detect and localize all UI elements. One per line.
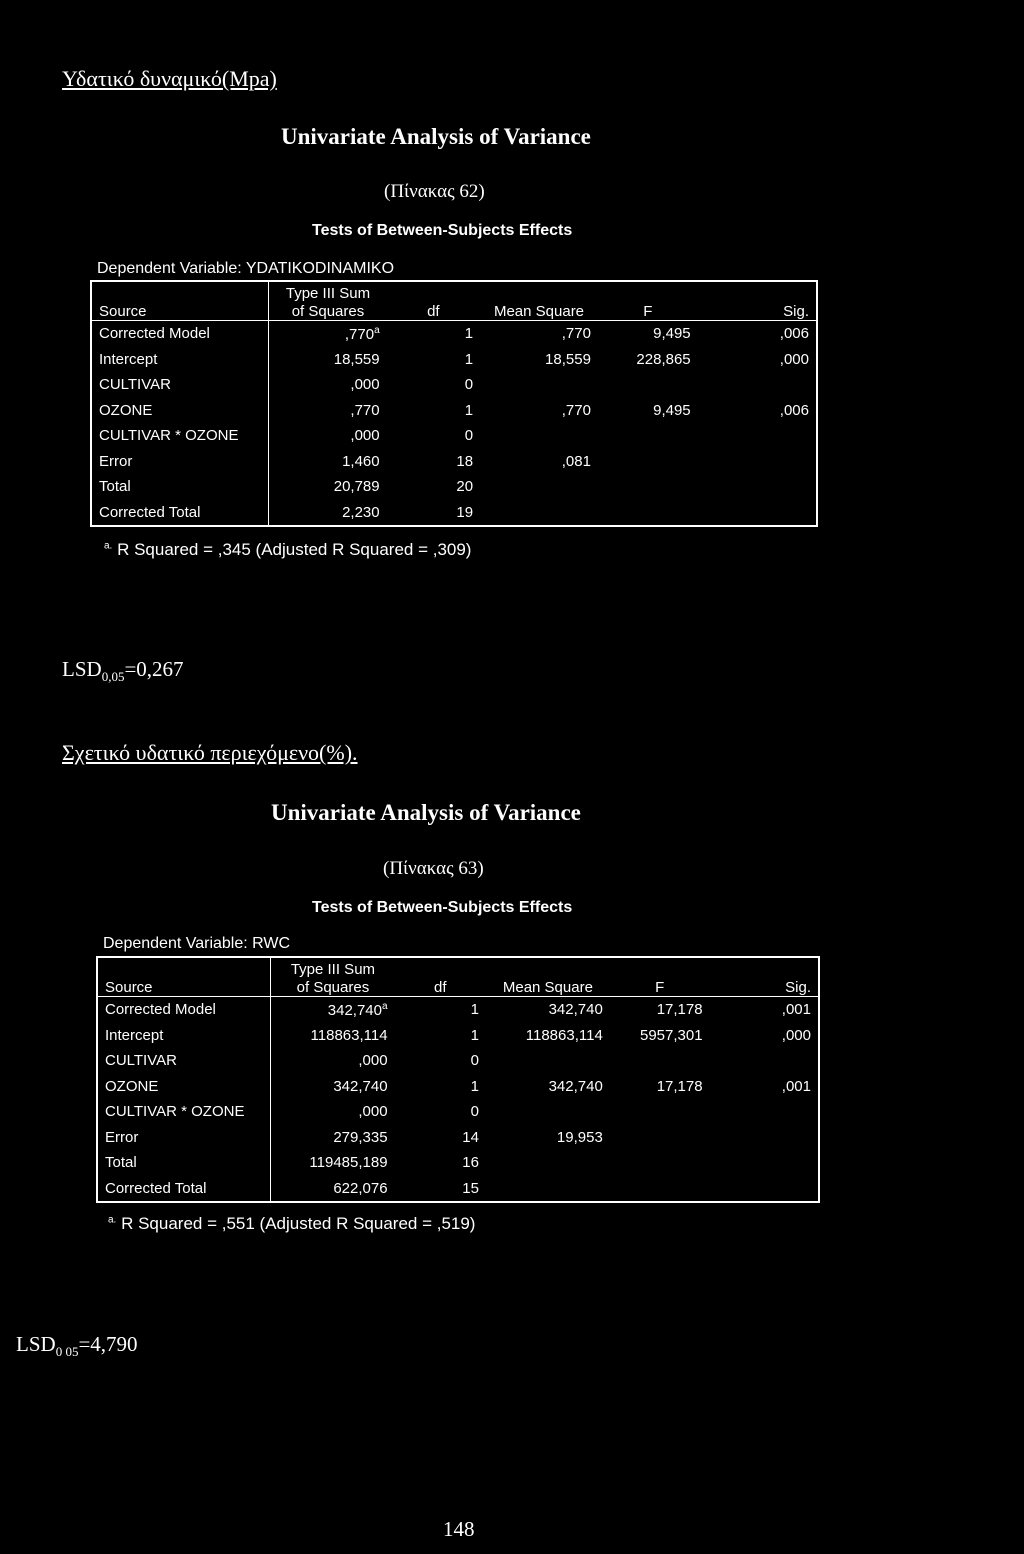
row-source: CULTIVAR * OZONE: [97, 1099, 271, 1125]
row-mean-square: 19,953: [556, 1128, 603, 1146]
table-caption: Tests of Between-Subjects Effects: [312, 222, 573, 239]
row-f: 228,865: [636, 350, 691, 368]
table-row: [91, 398, 817, 424]
table-row: [97, 1099, 819, 1125]
header-ss-line2: of Squares: [271, 978, 395, 997]
section-heading: Υδατικό δυναμικό(Mpa): [62, 66, 277, 91]
row-mean-square: ,081: [561, 452, 591, 470]
row-source: Intercept: [91, 347, 269, 373]
row-sum-of-squares: [271, 997, 395, 1023]
row-mean-square: [486, 1048, 610, 1074]
lsd-number: =4,790: [78, 1332, 138, 1356]
sum-of-squares-value: 20,789: [333, 478, 380, 496]
row-sig: ,000: [781, 1026, 811, 1044]
row-mean-square: 118863,114: [525, 1026, 603, 1044]
table-row: [97, 1048, 819, 1074]
row-f: 17,178: [656, 1077, 703, 1095]
row-sum-of-squares: [269, 398, 387, 424]
row-mean-square: 342,740: [548, 1077, 603, 1095]
sum-of-squares-value: 18,559: [333, 350, 380, 368]
row-sig: ,001: [781, 1001, 811, 1019]
footnote-text: R Squared = ,551 (Adjusted R Squared = ,519): [121, 1214, 476, 1233]
table-footnote: [108, 1214, 475, 1234]
row-sig: [710, 1048, 819, 1074]
row-f: [610, 1099, 710, 1125]
row-sum-of-squares: [271, 1150, 395, 1176]
row-sig: ,001: [781, 1077, 811, 1095]
header-mean-square: Mean Square: [480, 302, 598, 321]
sum-of-squares-value: 342,740: [327, 1001, 382, 1019]
row-f: [598, 449, 698, 475]
header-sig: Sig.: [698, 302, 817, 321]
lsd-label: LSD: [16, 1332, 56, 1356]
row-df: 1: [464, 350, 474, 368]
row-sig: [698, 423, 817, 449]
table-footnote: [104, 540, 471, 560]
lsd-subscript: 0,05: [101, 669, 125, 685]
table-row: [97, 1125, 819, 1151]
lsd-label: LSD: [62, 657, 102, 681]
row-sum-of-squares: [271, 1176, 395, 1203]
table-row: [91, 321, 817, 347]
table-row: [91, 474, 817, 500]
row-df: 0: [470, 1052, 479, 1070]
row-sum-of-squares: [271, 1074, 395, 1100]
row-sig: [698, 372, 817, 398]
row-sum-of-squares: [271, 1023, 395, 1049]
row-source: Corrected Total: [91, 500, 269, 527]
row-source: Corrected Model: [97, 997, 271, 1023]
table-row: [91, 423, 817, 449]
row-source: Total: [97, 1150, 271, 1176]
sum-of-squares-value: 279,335: [333, 1128, 388, 1146]
sum-of-squares-value: ,000: [358, 1103, 388, 1121]
row-source: Error: [97, 1125, 271, 1151]
row-f: [598, 474, 698, 500]
table-row: [91, 372, 817, 398]
footnote-marker: a.: [104, 540, 113, 552]
row-df: 1: [470, 1001, 479, 1019]
row-df: 18: [456, 452, 474, 470]
footnote-marker: a.: [108, 1214, 117, 1226]
row-source: CULTIVAR: [91, 372, 269, 398]
row-f: 5957,301: [640, 1026, 703, 1044]
row-f: [598, 500, 698, 527]
header-df: df: [395, 978, 486, 997]
row-sum-of-squares: [271, 1099, 395, 1125]
sum-of-squares-value: 342,740: [333, 1077, 388, 1095]
row-df: 1: [470, 1077, 479, 1095]
lsd-value: [62, 657, 184, 685]
anova-table: [90, 280, 818, 527]
dependent-variable: Dependent Variable: RWC: [103, 935, 291, 952]
table-caption: Tests of Between-Subjects Effects: [312, 899, 573, 916]
row-f: [598, 423, 698, 449]
row-df: 14: [462, 1128, 479, 1146]
sum-of-squares-value: 118863,114: [310, 1026, 388, 1044]
row-source: OZONE: [91, 398, 269, 424]
row-source: Corrected Model: [91, 321, 269, 347]
row-mean-square: 342,740: [548, 1001, 603, 1019]
row-f: 17,178: [656, 1001, 703, 1019]
header-source: Source: [91, 302, 269, 321]
row-mean-square: ,770: [561, 401, 591, 419]
row-source: Intercept: [97, 1023, 271, 1049]
table-row: [97, 1023, 819, 1049]
row-sum-of-squares: [269, 474, 387, 500]
row-df: 1: [464, 325, 474, 343]
row-source: Corrected Total: [97, 1176, 271, 1203]
row-f: [610, 1048, 710, 1074]
row-mean-square: [486, 1099, 610, 1125]
row-df: 15: [462, 1179, 479, 1197]
table-row: [97, 997, 819, 1023]
row-df: 19: [456, 503, 474, 521]
row-df: 0: [464, 427, 474, 445]
header-source: Source: [97, 978, 271, 997]
row-mean-square: [486, 1176, 610, 1203]
row-source: Total: [91, 474, 269, 500]
row-f: [598, 372, 698, 398]
row-mean-square: [486, 1150, 610, 1176]
row-sum-of-squares: [271, 1125, 395, 1151]
row-f: [610, 1150, 710, 1176]
analysis-title: Univariate Analysis of Variance: [271, 800, 581, 825]
sum-of-squares-value: ,770: [350, 401, 380, 419]
header-ss-line2: of Squares: [269, 302, 387, 321]
table-row: [91, 449, 817, 475]
row-sum-of-squares: [269, 347, 387, 373]
lsd-number: =0,267: [124, 657, 184, 681]
row-sig: ,006: [779, 325, 809, 343]
table-row: [91, 347, 817, 373]
header-f: F: [598, 302, 698, 321]
row-sig: ,000: [779, 350, 809, 368]
footnote-reference: a: [374, 324, 380, 336]
sum-of-squares-value: 119485,189: [309, 1154, 388, 1172]
section-heading: Σχετικό υδατικό περιεχόμενο(%).: [62, 740, 358, 765]
row-mean-square: [480, 500, 598, 527]
row-sum-of-squares: [271, 1048, 395, 1074]
table-number: (Πίνακας 63): [383, 858, 484, 879]
header-mean-square: Mean Square: [486, 978, 610, 997]
row-sig: [710, 1150, 819, 1176]
row-sum-of-squares: [269, 500, 387, 527]
row-f: 9,495: [653, 325, 691, 343]
analysis-title: Univariate Analysis of Variance: [281, 124, 591, 149]
row-sig: [698, 449, 817, 475]
sum-of-squares-value: ,770: [344, 325, 375, 343]
row-sig: [698, 474, 817, 500]
header-ss-line1: Type III Sum: [290, 961, 376, 978]
sum-of-squares-value: 1,460: [342, 452, 380, 470]
row-sum-of-squares: [269, 372, 387, 398]
row-sum-of-squares: [269, 321, 387, 347]
sum-of-squares-value: 2,230: [342, 503, 380, 521]
table-row: [97, 1074, 819, 1100]
header-sig: Sig.: [710, 978, 819, 997]
row-df: 1: [464, 401, 474, 419]
row-sig: [710, 1099, 819, 1125]
row-sum-of-squares: [269, 423, 387, 449]
page-number: 148: [443, 1517, 475, 1541]
sum-of-squares-value: ,000: [358, 1052, 388, 1070]
row-mean-square: 18,559: [545, 350, 591, 368]
row-mean-square: [480, 474, 598, 500]
table-row: [91, 500, 817, 527]
row-df: 0: [470, 1103, 479, 1121]
row-df: 20: [456, 478, 474, 496]
row-sig: ,006: [779, 401, 809, 419]
footnote-reference: a: [382, 1000, 388, 1012]
sum-of-squares-value: ,000: [350, 427, 380, 445]
footnote-text: R Squared = ,345 (Adjusted R Squared = ,309): [117, 540, 472, 559]
sum-of-squares-value: ,000: [350, 376, 380, 394]
header-df: df: [387, 302, 480, 321]
row-sig: [710, 1125, 819, 1151]
row-source: OZONE: [97, 1074, 271, 1100]
row-df: 16: [462, 1154, 479, 1172]
row-df: 1: [470, 1026, 479, 1044]
table-row: [97, 1150, 819, 1176]
row-mean-square: [480, 372, 598, 398]
dependent-variable: Dependent Variable: YDATIKODINAMIKO: [97, 260, 395, 277]
row-source: Error: [91, 449, 269, 475]
row-f: [610, 1125, 710, 1151]
row-source: CULTIVAR: [97, 1048, 271, 1074]
header-ss-line1: Type III Sum: [285, 285, 371, 302]
table-number: (Πίνακας 62): [384, 181, 485, 202]
header-f: F: [610, 978, 710, 997]
row-sig: [698, 500, 817, 527]
row-mean-square: [480, 423, 598, 449]
row-mean-square: ,770: [561, 325, 591, 343]
row-sum-of-squares: [269, 449, 387, 475]
row-f: [610, 1176, 710, 1203]
anova-table: [96, 956, 820, 1203]
row-source: CULTIVAR * OZONE: [91, 423, 269, 449]
table-row: [97, 1176, 819, 1203]
lsd-value: [16, 1332, 138, 1360]
sum-of-squares-value: 622,076: [333, 1179, 388, 1197]
lsd-subscript: 0 05: [55, 1344, 79, 1360]
row-df: 0: [464, 376, 474, 394]
row-sig: [710, 1176, 819, 1203]
row-f: 9,495: [653, 401, 691, 419]
